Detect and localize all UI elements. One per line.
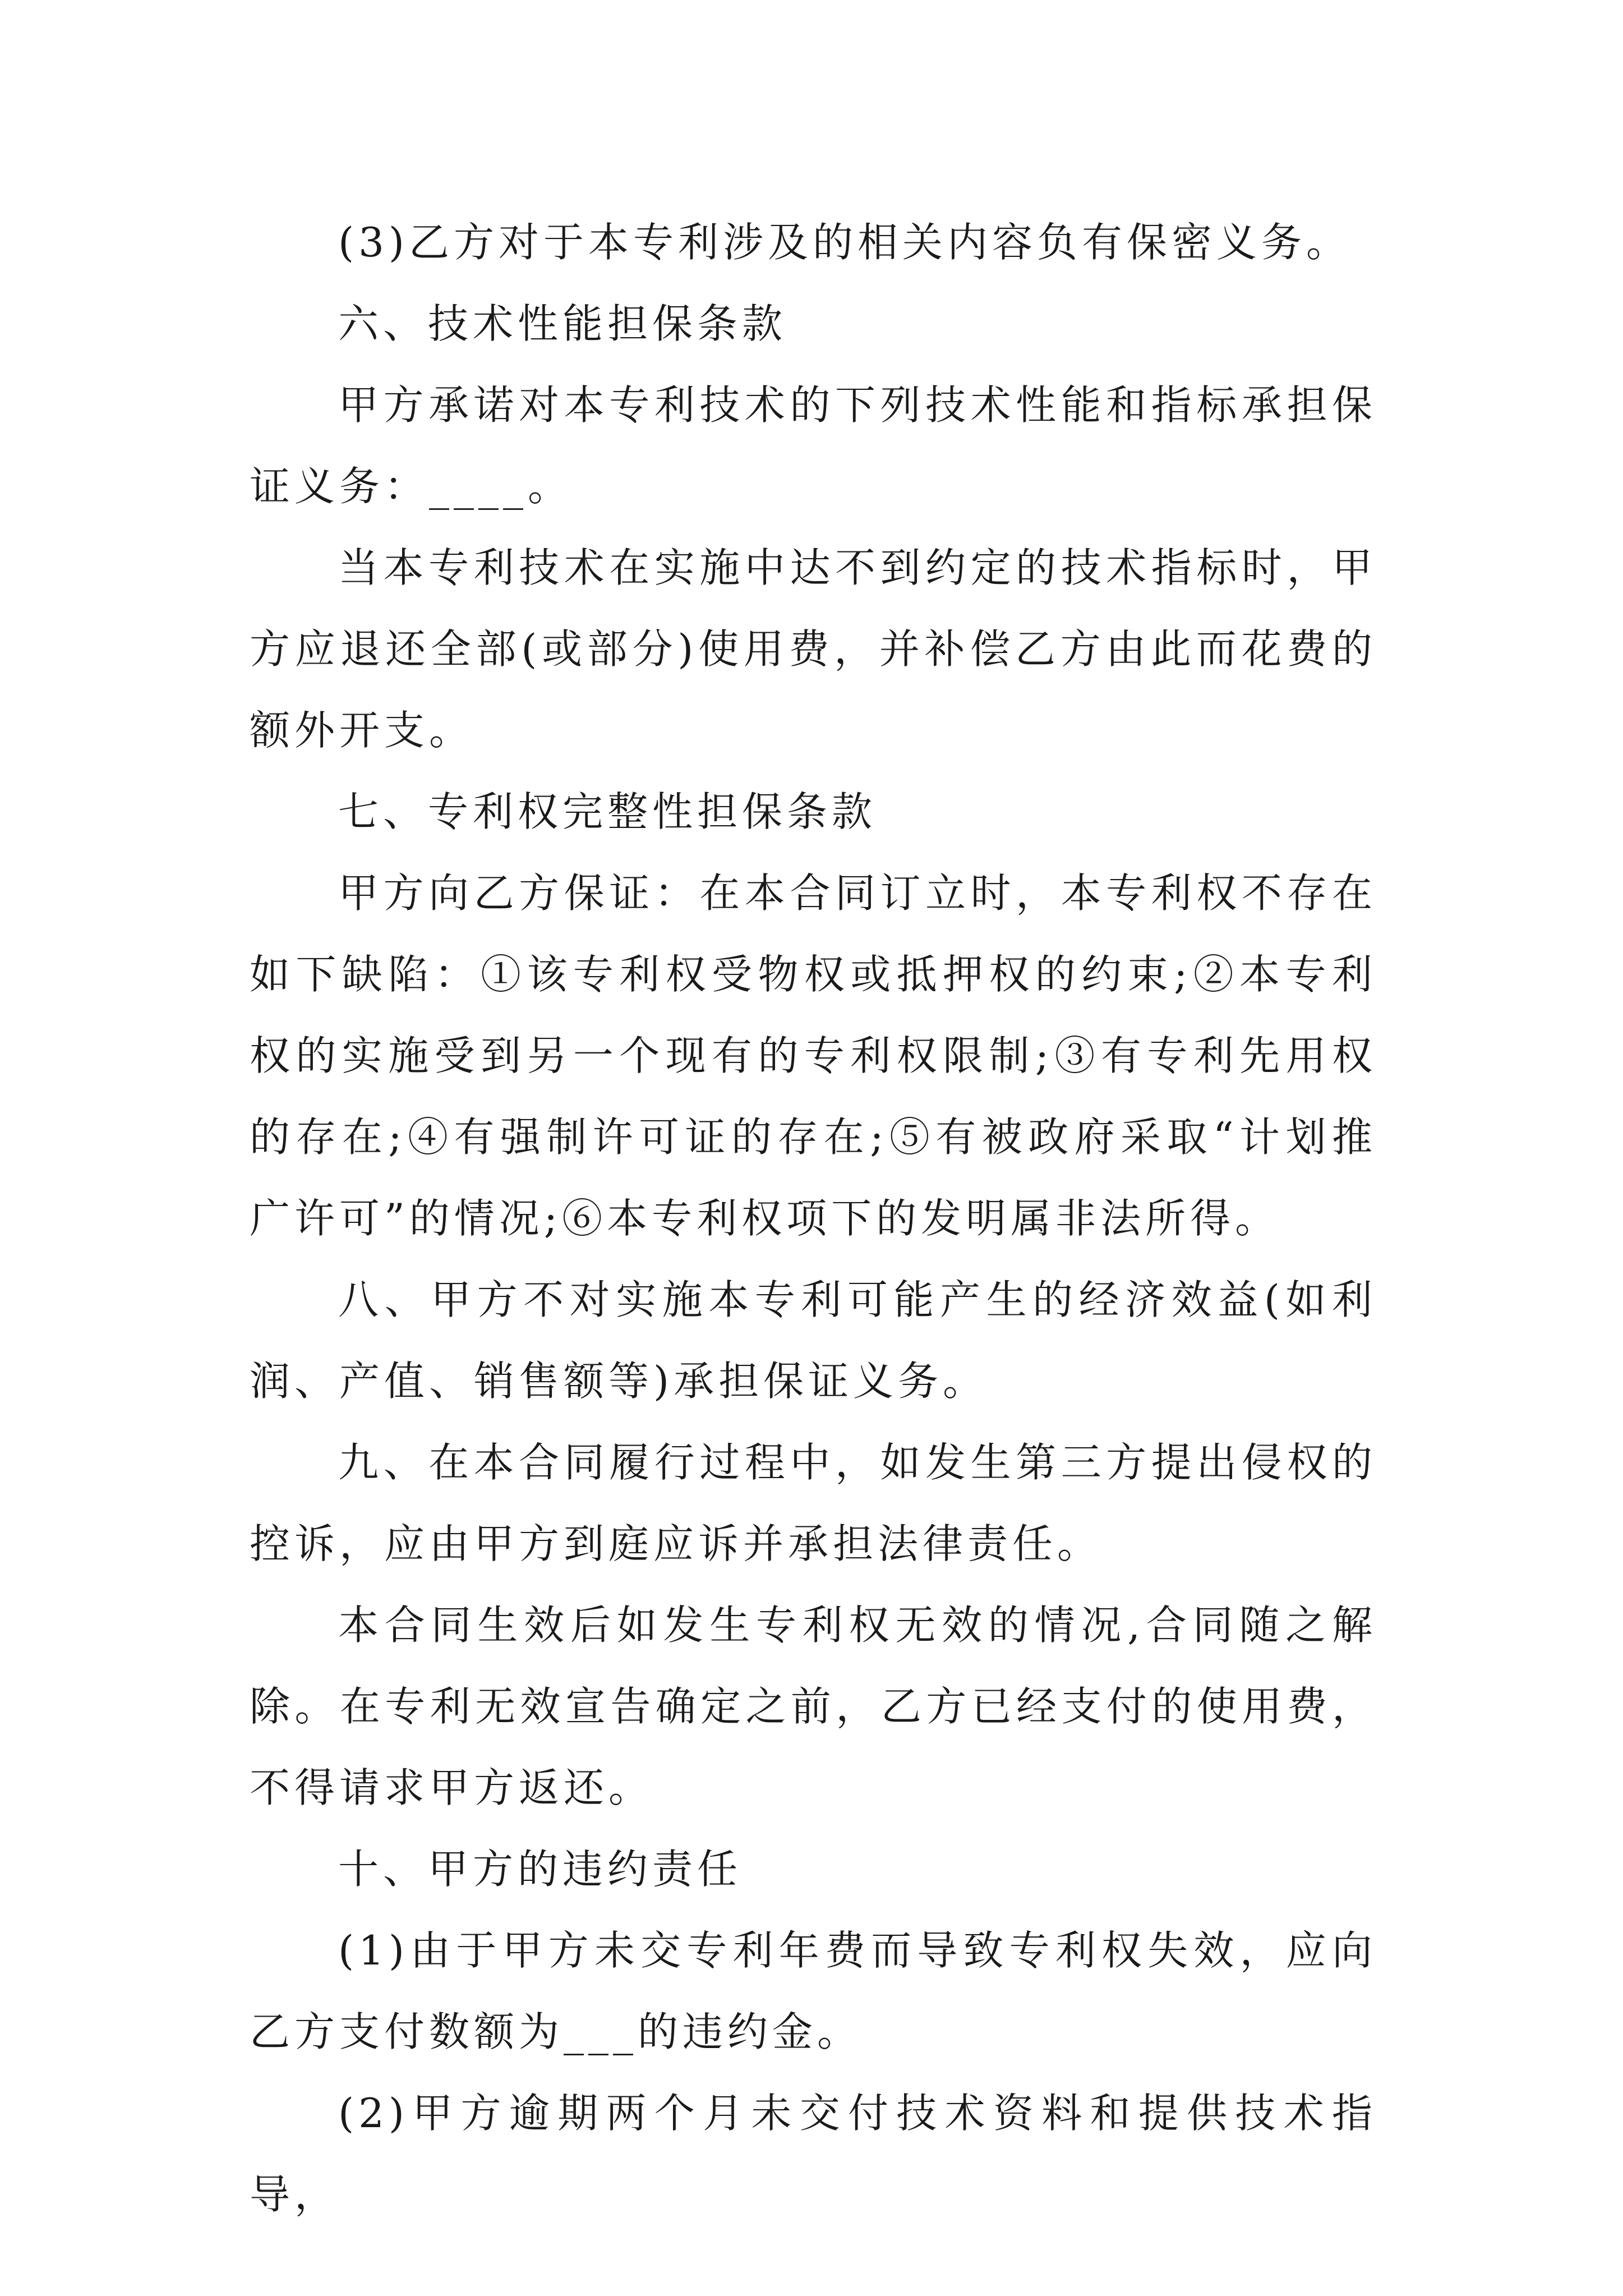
clause-6-text-2: 当本专利技术在实施中达不到约定的技术指标时，甲方应退还全部(或部分)使用费，并补偿乙方由此而花费的额外开支。	[250, 544, 1377, 754]
section-9-text-2: 本合同生效后如发生专利权无效的情况,合同随之解除。在专利无效宣告确定之前，乙方已经支付的使用费，不得请求甲方返还。	[250, 1602, 1377, 1811]
clause-6-text-1: 甲方承诺对本专利技术的下列技术性能和指标承担保证义务：____。	[250, 381, 1377, 510]
clause-10-2: (2)甲方逾期两个月未交付技术资料和提供技术指导，	[250, 2090, 1377, 2218]
section-9-text: 九、在本合同履行过程中，如发生第三方提出侵权的控诉，应由甲方到庭应诉并承担法律责任。	[250, 1439, 1377, 1567]
clause-5-3: (3)乙方对于本专利涉及的相关内容负有保密义务。	[338, 219, 1351, 266]
section-7-heading: 七、专利权完整性担保条款	[338, 788, 877, 835]
document-body	[250, 202, 1377, 2235]
section-8-text: 八、甲方不对实施本专利可能产生的经济效益(如利润、产值、销售额等)承担保证义务。	[250, 1276, 1377, 1405]
section-6-heading: 六、技术性能担保条款	[338, 300, 787, 347]
clause-10-1: (1)由于甲方未交专利年费而导致专利权失效，应向乙方支付数额为___的违约金。	[250, 1927, 1377, 2055]
section-10-heading: 十、甲方的违约责任	[338, 1846, 743, 1893]
clause-7-text: 甲方向乙方保证：在本合同订立时，本专利权不存在如下缺陷：①该专利权受物权或抵押权的约束;②本专利权的实施受到另一个现有的专利权限制;③有专利先用权的存在;④有强制许可证的存在;⑤有被政府采取“计划推广许可”的情况;⑥本专利权项下的发明属非法所得。	[250, 869, 1377, 1242]
